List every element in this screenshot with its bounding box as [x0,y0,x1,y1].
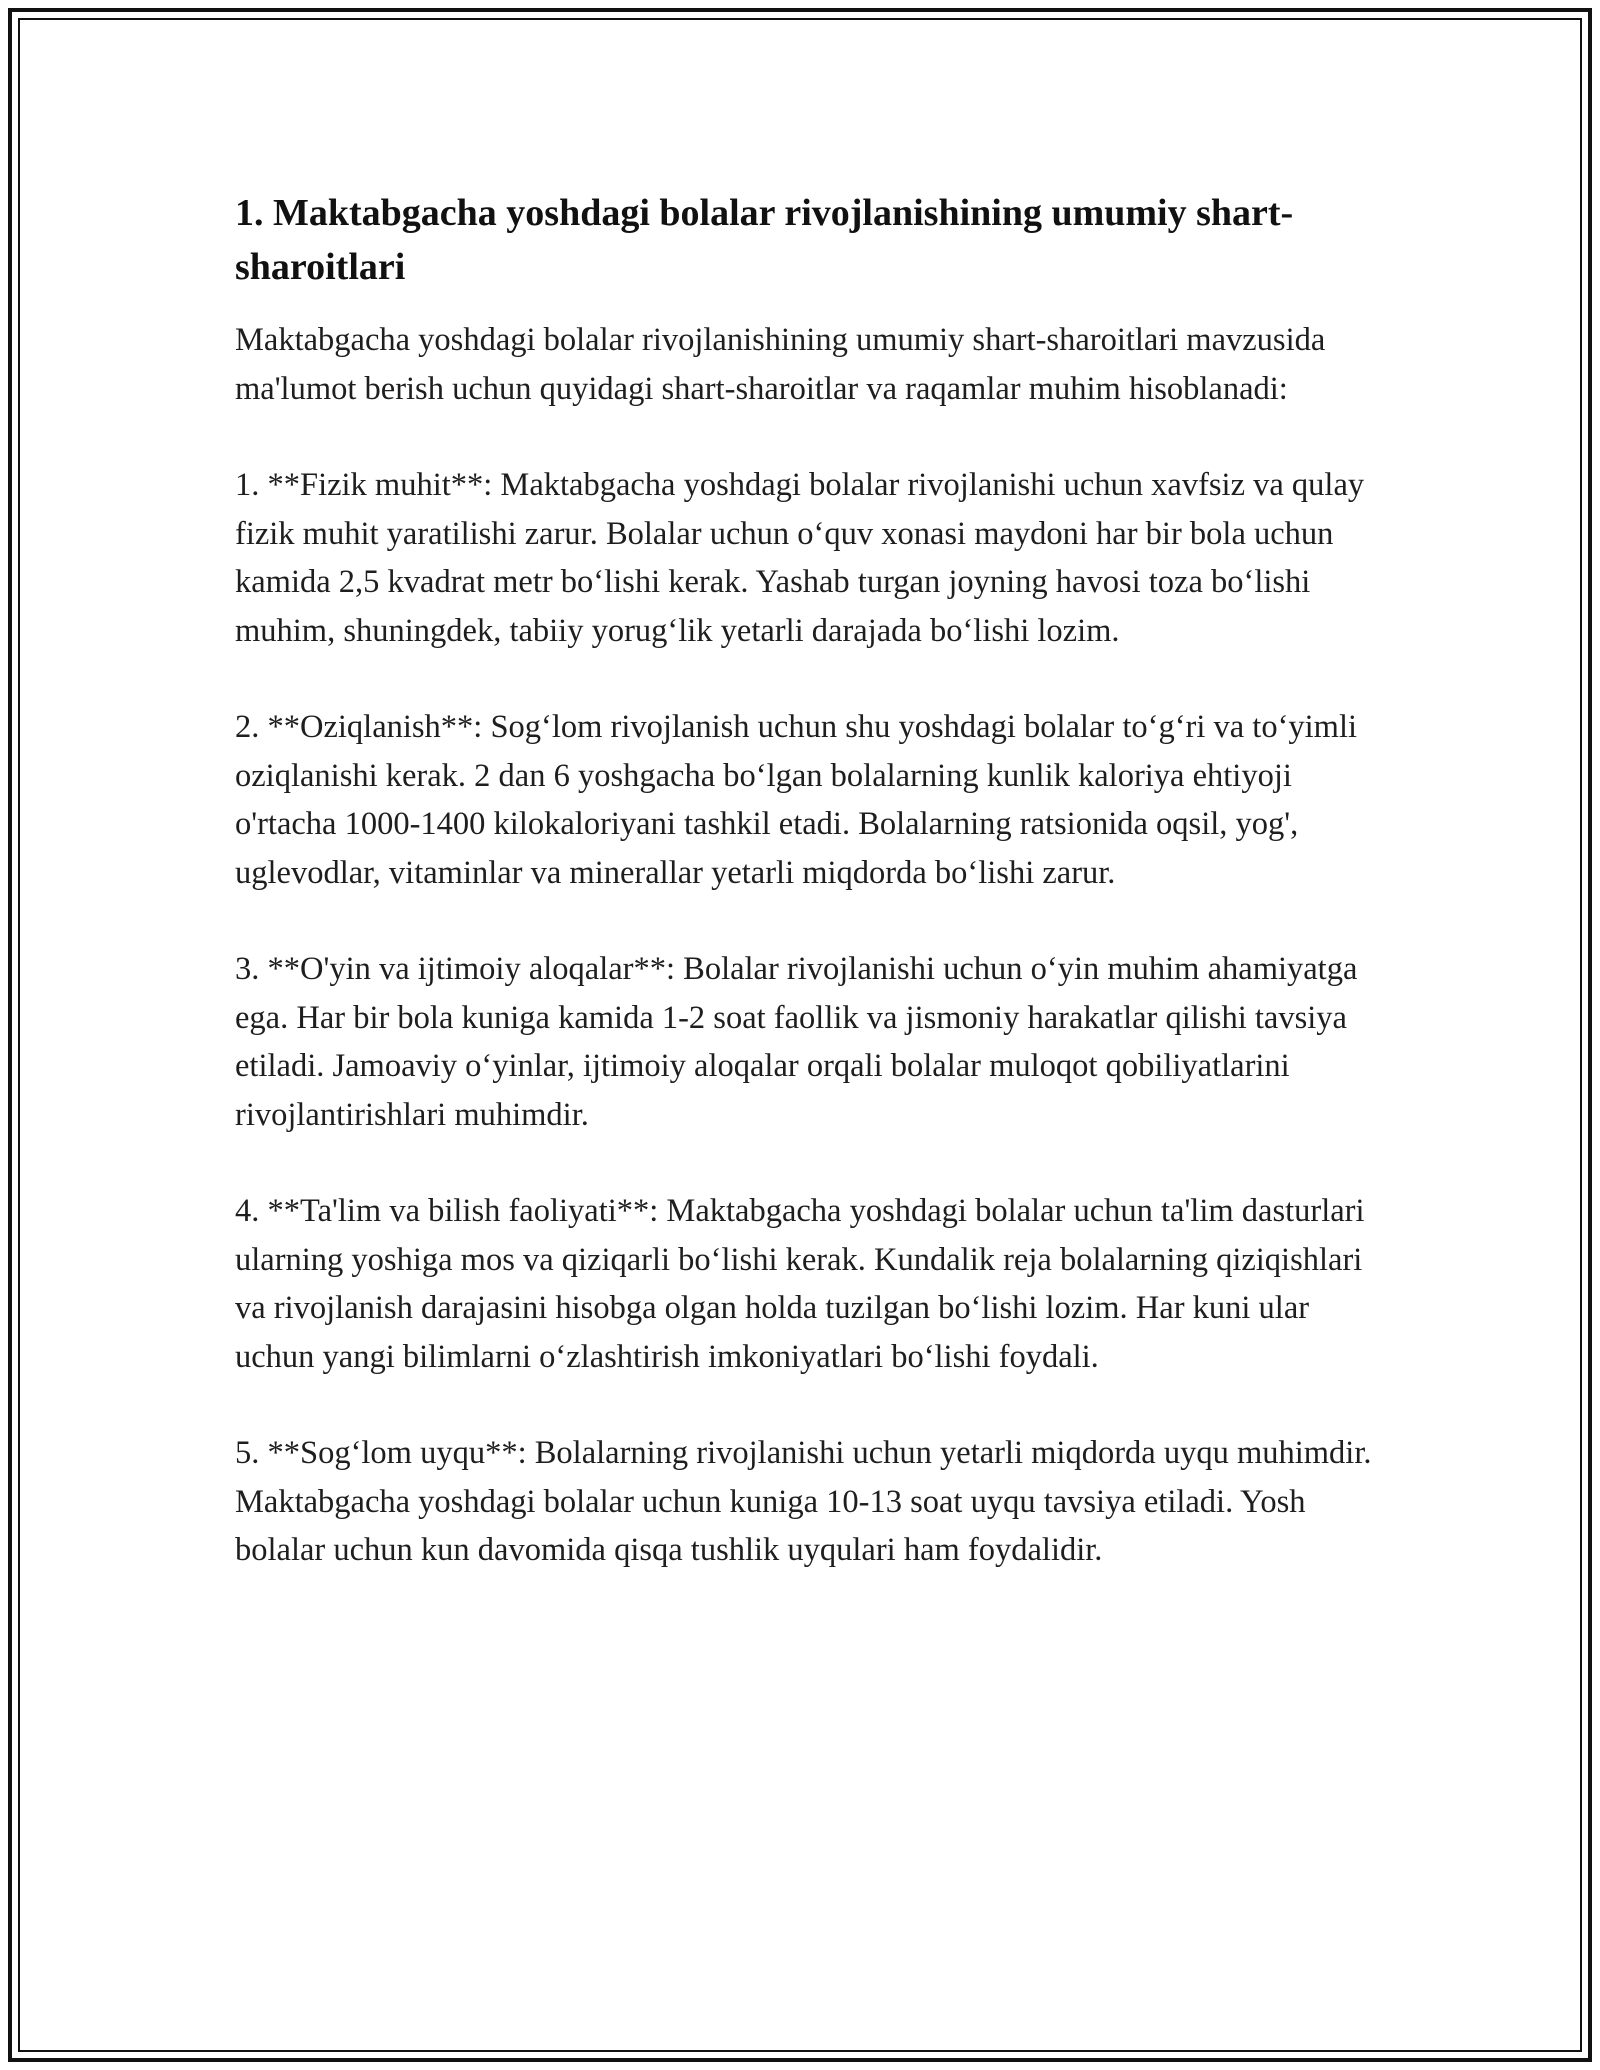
list-item-sleep: 5. **Sog‘lom uyqu**: Bolalarning rivojlanishi uchun yetarli miqdorda uyqu muhimdir. Maktabgacha yoshdagi bolalar uchun kuniga 10-13 soat uyqu tavsiya etiladi. Yosh bolalar uchun kun davomida qisqa tushlik uyqulari ham foydalidir. [235,1435,1372,1568]
list-item-education: 4. **Ta'lim va bilish faoliyati**: Maktabgacha yoshdagi bolalar uchun ta'lim dasturlari ularning yoshiga mos va qiziqarli bo‘lishi kerak. Kundalik reja bolalarning qiziqishlari va rivojlanish darajasini hisobga olgan holda tuzilgan bo‘lishi lozim. Har kuni ular uchun yangi bilimlarni o‘zlashtirish imkoniyatlari bo‘lishi foydali. [235,1193,1365,1375]
list-item-physical-environment: 1. **Fizik muhit**: Maktabgacha yoshdagi bolalar rivojlanishi uchun xavfsiz va qulay fizik muhit yaratilishi zarur. Bolalar uchun o‘quv xonasi maydoni har bir bola uchun kamida 2,5 kvadrat metr bo‘lishi kerak. Yashab turgan joyning havosi toza bo‘lishi muhim, shuningdek, tabiiy yorug‘lik yetarli darajada bo‘lishi lozim. [235,467,1365,649]
intro-paragraph: Maktabgacha yoshdagi bolalar rivojlanishining umumiy shart-sharoitlari mavzusida ma'lumot berish uchun quyidagi shart-sharoitlar va raqamlar muhim hisoblanadi: [235,322,1326,407]
document-title: 1. Maktabgacha yoshdagi bolalar rivojlanishining umumiy shart-sharoitlari [235,192,1294,288]
list-item-nutrition: 2. **Oziqlanish**: Sog‘lom rivojlanish uchun shu yoshdagi bolalar to‘g‘ri va to‘yimli oziqlanishi kerak. 2 dan 6 yoshgacha bo‘lgan bolalarning kunlik kaloriya ehtiyoji o'rtacha 1000-1400 kilokaloriyani tashkil etadi. Bolalarning ratsionida oqsil, yog', uglevodlar, vitaminlar va minerallar yetarli miqdorda bo‘lishi zarur. [235,709,1358,891]
list-item-play-social: 3. **O'yin va ijtimoiy aloqalar**: Bolalar rivojlanishi uchun o‘yin muhim ahamiyatga ega. Har bir bola kuniga kamida 1-2 soat faollik va jismoniy harakatlar qilishi tavsiya etiladi. Jamoaviy o‘yinlar, ijtimoiy aloqalar orqali bolalar muloqot qobiliyatlarini rivojlantirishlari muhimdir. [235,951,1358,1133]
document-body [235,316,1385,1575]
document-page [235,186,1385,1575]
